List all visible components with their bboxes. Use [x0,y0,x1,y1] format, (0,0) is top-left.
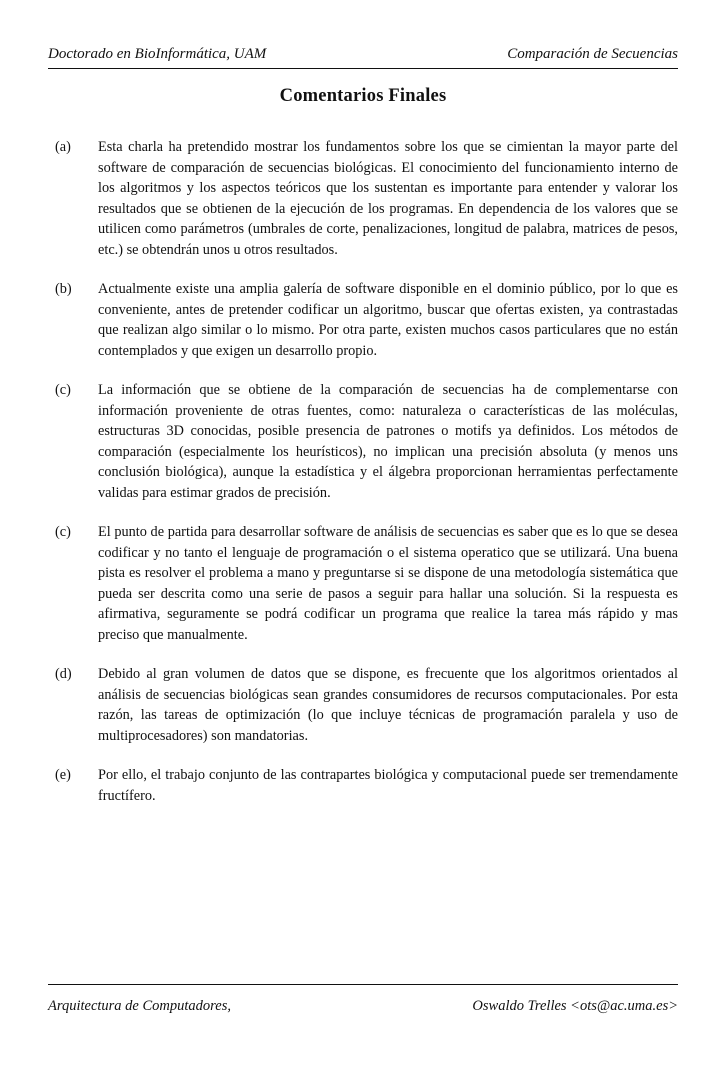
paragraph-text: Por ello, el trabajo conjunto de las contrapartes biológica y computacional puede ser tremendamente fructífero. [98,767,678,804]
paragraph-label: (e) [55,767,71,783]
footer-right-text: Oswaldo Trelles <ots@ac.uma.es> [472,998,678,1014]
page-content [48,0,678,825]
paragraph-c1 [48,380,678,503]
header-left-text: Doctorado en BioInformática, UAM [48,46,267,62]
paragraph-e [48,765,678,806]
paragraph-label: (d) [55,666,72,682]
paragraph-text: Esta charla ha pretendido mostrar los fundamentos sobre los que se cimientan la mayor parte del software de comparación de secuencias biológicas. El conocimiento del funcionamiento interno de los algoritmos y los aspectos teóricos que los sustentan es importante para entender y valorar los resultados que se obtienen de la ejecución de los programas. En dependencia de los valores que se utilicen como parámetros (umbrales de corte, penalizaciones, longitud de palabra, matrices de pesos, etc.) se obtendrán unos u otros resultados. [98,139,678,258]
paragraph-label: (a) [55,139,71,155]
header-right-text: Comparación de Secuencias [507,46,678,62]
page-title: Comentarios Finales [279,86,447,106]
footer-left-text: Arquitectura de Computadores, [48,998,231,1014]
paragraph-label: (b) [55,281,72,297]
paragraph-text: La información que se obtiene de la comparación de secuencias ha de complementarse con información proveniente de otras fuentes, como: naturaleza o características de las moléculas, estructuras 3D conocidas, posible presencia de patrones o motifs ya definidos. Los métodos de comparación (especialmente los heurísticos), no implican una precisión absoluta (y menos uns conclusión biológica), aunque la estadística y el álgebra proporcionan herramientas perfectamente validas para estimar grados de precisión. [98,382,678,501]
paragraph-d [48,664,678,746]
paragraph-label: (c) [55,524,71,540]
paragraph-text: El punto de partida para desarrollar software de análisis de secuencias es saber que es lo que se desea codificar y no tanto el lenguaje de programación o el sistema operatico que se utilizará. Una buena pista es resolver el problema a mano y preguntarse si se dispone de una metodología sistemática que pueda ser descrita como una serie de pasos a seguir para hallar una solución. Si la respuesta es afirmativa, seguramente se podrá codificar un programa que realice la tarea más rápido y mas preciso que manualmente. [98,524,678,643]
paragraph-a [48,137,678,260]
page-header [48,0,678,69]
page-footer [48,984,678,1015]
paragraph-text: Debido al gran volumen de datos que se dispone, es frecuente que los algoritmos orientados al análisis de secuencias biológicas sean grandes consumidores de recursos computacionales. Por esta razón, las tareas de optimización (lo que incluye técnicas de programación paralela y uso de multiprocesadores) son mandatorias. [98,666,678,744]
paragraph-label: (c) [55,382,71,398]
paragraph-text: Actualmente existe una amplia galería de software disponible en el dominio público, por lo que es conveniente, antes de pretender codificar un algoritmo, buscar que ofertas existen, ya contrastadas que realizan algo similar o lo mismo. Por otra parte, existen muchos casos particulares que no están contemplados y que exigen un desarrollo propio. [98,281,678,359]
paragraph-b [48,279,678,361]
paragraph-c2 [48,522,678,645]
paragraph-list [48,137,678,806]
